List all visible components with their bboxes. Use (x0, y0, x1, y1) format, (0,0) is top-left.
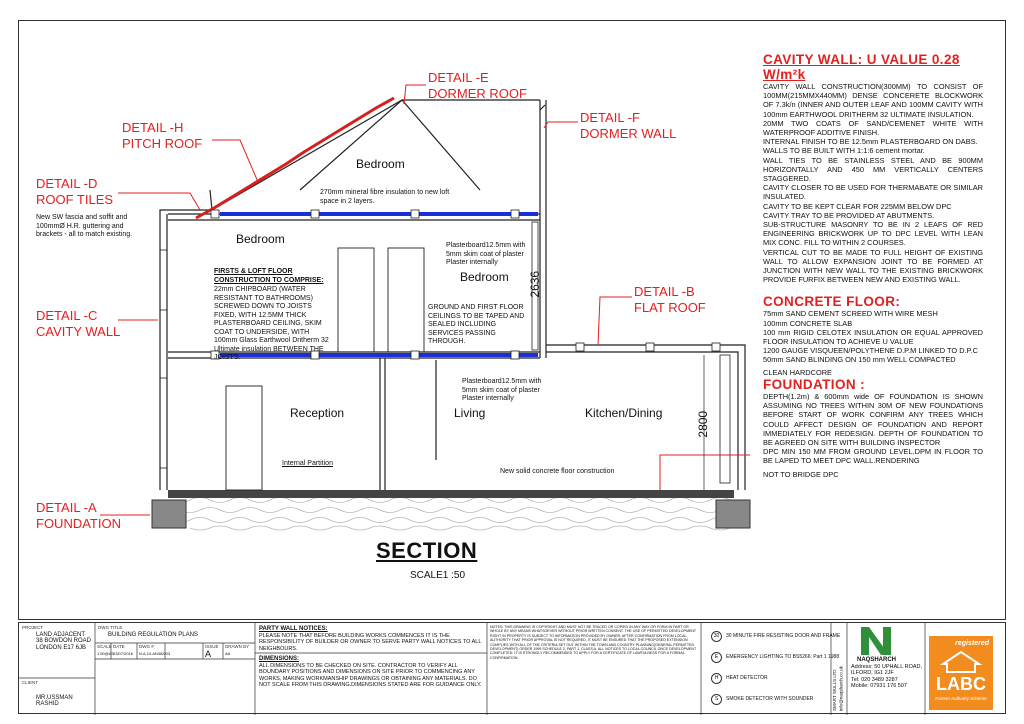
heat-detector-icon: H (711, 673, 722, 684)
detail-a-label: DETAIL -A FOUNDATION (36, 500, 121, 531)
ceilings-note: GROUND AND FIRST FLOOR CEILINGS TO BE TAPED AND SEALED INCLUDING SERVICES PASSING THROUGH. (428, 304, 525, 345)
partition-note: Internal Partition (282, 460, 333, 467)
company-address: Address: 50 UPHALL ROAD, ILFORD, IG1 2JF (851, 663, 923, 677)
cavity-wall-title: CAVITY WALL: U VALUE 0.28 W/m²k (763, 52, 960, 82)
foundation-p1: DEPTH(1.2m) & 600mm wide OF FOUNDATION IS SHOWN ASSUMING NO TREES WITHIN 30M OF NEW FOUNDATIONS BEFORE START OF WORK CONFIRM ANY TREES WHICH COULD AFFECT DESIGN OF FOUNDATION AND REPORT IMMEDIATELY FOR REDESIGN. DEPTH OF FOUNDATION TO BE AGREED ON SITE WITH BUILDING INSPECTOR (763, 391, 983, 447)
cavity-wall-p7: CAVITY TO BE KEPT CLEAR FOR 225MM BELOW DPC (763, 201, 952, 211)
drawn-value: AA (225, 650, 231, 656)
client-value: MR.USSMAN RASHID (36, 694, 73, 708)
smoke-detector-icon: S (711, 694, 722, 705)
plasterboard-lower-note: Plasterboard12.5mm with 5mm skim coat of plaster Plaster internally (462, 378, 542, 402)
section-title: SECTION (376, 538, 478, 563)
ground-slab (168, 490, 734, 498)
client-block: CLIENT MR.USSMAN RASHID (22, 680, 92, 708)
concrete-p5: 50mm SAND BLINDING ON 150 mm WELL COMPACTED (763, 355, 956, 365)
fire-door-icon: 30 (711, 631, 722, 642)
detail-e-label: DETAIL -E DORMER ROOF (428, 70, 527, 101)
detail-h-label: DETAIL -H PITCH ROOF (122, 120, 203, 151)
foundation-title: FOUNDATION : (763, 376, 866, 392)
emergency-light-icon: E (711, 652, 722, 663)
company-block (851, 625, 923, 690)
cavity-wall-p10: VERTICAL CUT TO BE MADE TO FULL HEIGHT OF EXISTING WALL TO ALLOW EXPANSION JOINT TO BE FORMED AT JUNCTION WITH NEW WALL TO THE EXISTING BRICKWORK PROVIDE FURFIX BETWEEN NEW AND EXISTING WALL. (763, 247, 983, 285)
cavity-wall-p3: INTERNAL FINISH TO BE 12.5mm PLASTERBOARD ON DABS. (763, 137, 978, 147)
detail-d-label: DETAIL -D ROOF TILES (36, 176, 114, 207)
detail-f-label: DETAIL -F DORMER WALL (580, 110, 677, 141)
project-value: LAND ADJACENT 38 BOWDON ROAD LONDON E17 6JB (36, 631, 92, 651)
room-kitchen: Kitchen/Dining (585, 406, 663, 420)
cavity-wall-body: CAVITY WALL CONSTRUCTION(300MM) TO CONSIST OF 100MM(215MMX440MM) DENSE CONCERETE BLOCKWORK OF 7.3k/n (INNER AND OUTER LEAF AND 100MM CAVITY WITH 100mm EARTHWOOL DRITHERM 32 ULTIMATE INSULATION. (763, 82, 983, 119)
company-mobile: Mobile: 07931 176 507 (851, 683, 907, 690)
loft-insulation-note: 270mm mineral fibre insulation to new loft space in 2 layers. (320, 189, 450, 205)
dwg-title-block: DWG TITLE BUILDING REGULATION PLANS (98, 625, 253, 638)
dim-lower: 2800 (696, 410, 711, 438)
foundation-p2: DPC MIN 150 MM FROM GROUND LEVEL.DPM IN FLOOR TO BE LAPED TO MEET DPC WALL.RENDERING (763, 447, 983, 466)
issue-value: A (205, 648, 212, 659)
concrete-p1: 75mm SAND CEMENT SCREED WITH WIRE MESH (763, 309, 938, 319)
dimensions-block: DIMENSIONS: ALL DIMENSIONS TO BE CHECKED ON SITE. CONTRACTOR TO VERIFY ALL BOUNDARY POSITIONS AND DIMENSIONS ON SITE PRIOR TO COMMENCING ANY WORKS, MAKING WORKMANSHIP DRAWINGS OR OBTAINING ANY MATERIALS. DO NOT SCALE FROM THIS DRAWING.DIMENSIONS STATED ARE FOR GUIDANCE ONLY. (259, 656, 482, 689)
cavity-wall-p5: WALL TIES TO BE STAINLESS STEEL AND BE 900MM HORIZONTALLY AND 450 MM VERTICALLY CENTERS STAGGERED. (763, 155, 983, 184)
dwg-no-value: N.A.1/LAN38/003 (139, 650, 171, 656)
dim-upper: 2636 (528, 270, 543, 298)
project-block: PROJECT LAND ADJACENT 38 BOWDON ROAD LONDON E17 6JB (22, 625, 92, 651)
spec-notes (763, 52, 983, 479)
detail-b-label: DETAIL -B FLAT ROOF (634, 284, 706, 315)
cavity-wall-p6: CAVITY CLOSER TO BE USED FOR THERMABATE OR SIMILAR INSULATED. (763, 183, 983, 202)
foundation-p3: NOT TO BRIDGE DPC (763, 469, 839, 479)
company-vertical: SMART SKILLS LTD info@naqsharch.co.uk (832, 666, 844, 711)
detail-c-label: DETAIL -C CAVITY WALL (36, 308, 121, 339)
room-reception: Reception (290, 406, 345, 420)
floor-construction-body: 22mm CHIPBOARD (WATER RESISTANT TO BATHROOMS) SCREWED DOWN TO JOISTS FIXED, WITH 12.5MM THICK PLASTERBOARD CEILING, SKIM COAT TO UNDERSIDE, WITH 100mm Glass Earthwool Dritherm 32 Ultimate insulation BETWEEN THE JOISTS. (214, 286, 329, 361)
room-bedroom-left: Bedroom (236, 232, 285, 246)
concrete-floor-title: CONCRETE FLOOR: (763, 294, 901, 310)
concrete-p3: 100 mm RIGID CELOTEX INSULATION OR EQUAL APPROVED FLOOR INSULATION TO ACHIEVE U VALUE (763, 327, 983, 347)
title-block: PROJECT LAND ADJACENT 38 BOWDON ROAD LONDON E17 6JB CLIENT MR.USSMAN RASHID DWG TITLE BUILDING REGULATION PLANS SCALE 1:50@A3 DATE 03/07/2016 DWG # N.A.1/LAN38/003 ISSUE A DRAWN BY AA PARTY WALL NOTICES: PLEASE NOTE THAT BEFORE BUILDING WORKS COMMENCES IT IS THE RESPONSIBILITY OF BUILDER OR OWNER TO SERVE PARTY WALL NOTICES TO ALL NEIGHBOURS. DIMENSIONS: ALL DIMENSIONS TO BE CHECKED ON SITE. CONTRACTOR TO VERIFY ALL BOUNDARY POSITIONS AND DIMENSIONS ON SITE PRIOR TO COMMENCING ANY WORKS, MAKING WORKMANSHIP DRAWINGS OR OBTAINING ANY MATERIALS. DO NOT SCALE FROM THIS DRAWING.DIMENSIONS STATED ARE FOR GUIDANCE ONLY. NOTES: THIS DRAWING IS COPYRIGHT AND MUST NOT BE TRACED OR COPIED IN ANY WAY OR FORM IN PART OR WHOLE BY ANY MEANS WHATSOEVER WITHOUT PRIOR WRITTEN CONSENT. THE USE OF PERMITTED DEVELOPMENT RIGHT IN PROPERTY IS SUBJECT TO INFORMATION PROVIDED BY OWNER. AFTER CONFIRMATION FROM LOCAL AUTHORITY THAT PRIOR APPROVAL IS NOT REQUIRED, IT MUST BE ENSURED THAT THE PROPOSED EXTENSION COMPLIES WITH ALL OF THE CRITERIA SET OUT WITHIN THE TOWN AND COUNTRY PLANNING(GENERAL PERMITTED DEVELOPMENT) ORDER 1995 SCHEDULE 2, PART 1, CLASS A. ALL NOTICES TO LOCAL COUNCIL ONCE DEVELOPMENT COMPLETED. IT IS STRONGLY RECOMMENDED TO APPLY FOR A CERTIFICATE OF LAWFULNESS FOR A FORMAL CONFIRMATION. 30 30 MINUTE FIRE RESISTING DOOR AND FRAME E EMERGENCY LIGHTING TO BS5266: Part 1 1988 H HEAT DETECTOR S SMOKE DETECTOR WITH SOUNDER SMART SKILLS LTD info@naqsharch.co.uk NAQSHARCH Address: 50 UPHALL ROAD, ILFORD, IG1 2JF Tel: 020 3489 3287 Mobile: 07931 176 507 (18, 622, 1006, 714)
dwg-title-value: BUILDING REGULATION PLANS (108, 631, 198, 638)
plasterboard-upper-note: Plasterboard12.5mm with 5mm skim coat of plaster Plaster internally (446, 242, 526, 266)
room-bedroom-loft: Bedroom (356, 157, 405, 171)
fascia-note: New SW fascia and soffit and 100mmØ H.R. guttering and brackets - all to match existing. (36, 214, 133, 238)
company-tel: Tel: 020 3489 3287 (851, 676, 898, 683)
company-name: NAQSHARCH (857, 657, 896, 663)
concrete-floor-note: New solid concrete floor construction (500, 468, 615, 475)
date-value: 03/07/2016 (113, 650, 134, 656)
floor-construction-title: FIRSTS & LOFT FLOOR CONSTRUCTION TO COMPRISE: (214, 268, 324, 284)
legend-emergency-lighting: E EMERGENCY LIGHTING TO BS5266: Part 1 1988 (711, 652, 839, 663)
room-bedroom-right: Bedroom (460, 270, 509, 284)
room-living: Living (454, 406, 486, 420)
scale-value: 1:50@A3 (97, 650, 114, 656)
cavity-wall-p9: SUB-STRUCTURE MASONRY TO BE IN 2 LEAFS OF RED ENGINEERING BRICKWORK UP TO DPC LEVEL WITH LEAN MIX CONC. FILL TO WITHIN 2 COURSES. (763, 220, 983, 248)
concrete-p2: 100mm CONCRETE SLAB (763, 318, 853, 328)
ground-hatch (170, 498, 745, 531)
cavity-wall-p8: CAVITY TRAY TO BE PROVIDED AT ABUTMENTS. (763, 210, 935, 220)
concrete-p6: CLEAN HARDCORE (763, 367, 832, 377)
labc-logo: registered LABC Partner Authority Scheme (929, 636, 993, 710)
concrete-p4: 1200 GAUGE VISQUEEN/POLYTHENE D.P.M LINKED TO D.P.C (763, 346, 978, 356)
foundation-left (152, 500, 186, 528)
party-wall-block: PARTY WALL NOTICES: PLEASE NOTE THAT BEFORE BUILDING WORKS COMMENCES IT IS THE RESPONSIBILITY OF BUILDER OR OWNER TO SERVE PARTY WALL NOTICES TO ALL NEIGHBOURS. (259, 626, 482, 652)
legend-smoke-detector: S SMOKE DETECTOR WITH SOUNDER (711, 694, 813, 705)
cavity-wall-p2: 20MM TWO COATS OF SAND/CEMENET WHITE WITH WATERPROOF ADDITIVE FINISH. (763, 118, 983, 138)
naqsharch-logo-icon (859, 625, 899, 657)
section-scale: SCALE1 :50 (410, 570, 466, 581)
foundation-right (716, 500, 750, 528)
legend-heat-detector: H HEAT DETECTOR (711, 673, 768, 684)
legend-fire-door: 30 30 MINUTE FIRE RESISTING DOOR AND FRAME (711, 631, 840, 642)
labc-house-icon (941, 650, 981, 674)
legal-notes: NOTES: THIS DRAWING IS COPYRIGHT AND MUST NOT BE TRACED OR COPIED IN ANY WAY OR FORM IN PART OR WHOLE BY ANY MEANS WHATSOEVER WITHOUT PRIOR WRITTEN CONSENT. THE USE OF PERMITTED DEVELOPMENT RIGHT IN PROPERTY IS SUBJECT TO INFORMATION PROVIDED BY OWNER. AFTER CONFIRMATION FROM LOCAL AUTHORITY THAT PRIOR APPROVAL IS NOT REQUIRED, IT MUST BE ENSURED THAT THE PROPOSED EXTENSION COMPLIES WITH ALL OF THE CRITERIA SET OUT WITHIN THE TOWN AND COUNTRY PLANNING(GENERAL PERMITTED DEVELOPMENT) ORDER 1995 SCHEDULE 2, PART 1, CLASS A. ALL NOTICES TO LOCAL COUNCIL ONCE DEVELOPMENT COMPLETED. IT IS STRONGLY RECOMMENDED TO APPLY FOR A CERTIFICATE OF LAWFULNESS FOR A FORMAL CONFIRMATION. (490, 625, 697, 660)
cavity-wall-p4: WALLS TO BE BUILT WITH 1:1:6 cement mortar. (763, 146, 925, 156)
